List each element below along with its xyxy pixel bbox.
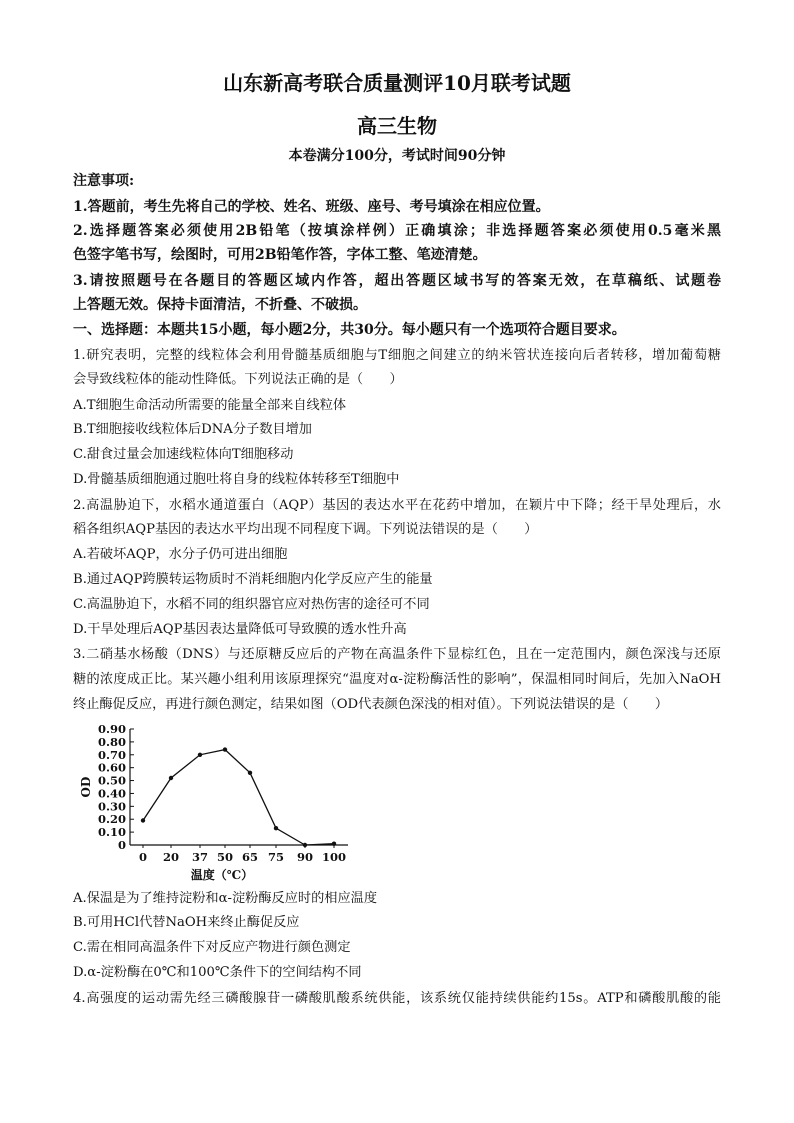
y-axis-label: OD: [79, 776, 93, 798]
note-item: 上答题无效。保持卡面清洁，不折叠、不破损。: [73, 297, 367, 313]
od-series-line: [143, 750, 334, 845]
question-stem: 2.高温胁迫下，水稻水通道蛋白（AQP）基因的表达水平在花药中增加，在颖片中下降；经干旱处理后，水: [73, 498, 721, 513]
notes-heading: 注意事项:: [73, 173, 135, 189]
exam-title: 山东新高考联合质量测评10月联考试题: [223, 71, 571, 95]
question-stem: 会导致线粒体的能动性降低。下列说法正确的是（ ）: [73, 372, 403, 387]
x-tick-label: 75: [267, 850, 285, 864]
option: A.T细胞生命活动所需要的能量全部来自线粒体: [73, 398, 347, 413]
x-tick-label: 90: [296, 850, 314, 864]
exam-info: 本卷满分100分，考试时间90分钟: [288, 148, 506, 164]
y-tick-label: 0.30: [97, 799, 126, 814]
y-tick-label: 0.10: [97, 825, 126, 840]
option: D.骨髓基质细胞通过胞吐将自身的线粒体转移至T细胞中: [73, 472, 400, 487]
note-item: 色签字笔书写，绘图时，可用2B铅笔作答，字体工整、笔迹清楚。: [73, 247, 487, 263]
data-point: [248, 771, 252, 775]
option: D.α-淀粉酶在0℃和100℃条件下的空间结构不同: [73, 965, 362, 980]
data-point: [198, 753, 202, 757]
option: A.若破坏AQP，水分子仍可进出细胞: [73, 547, 288, 562]
y-tick-label: 0.60: [97, 760, 126, 775]
data-point: [141, 818, 145, 822]
question-stem: 终止酶促反应，再进行颜色测定，结果如图（OD代表颜色深浅的相对值）。下列说法错误的是（ ）: [73, 697, 669, 712]
note-item: 1.答题前，考生先将自己的学校、姓名、班级、座号、考号填涂在相应位置。: [73, 199, 550, 215]
question-stem: 稻各组织AQP基因的表达水平均出现不同程度下调。下列说法错误的是（ ）: [73, 522, 538, 537]
option: D.干旱处理后AQP基因表达量降低可导致膜的透水性升高: [73, 622, 407, 637]
note-item: 3.请按照题号在各题目的答题区域内作答，超出答题区域书写的答案无效，在草稿纸、试题卷: [73, 273, 721, 289]
option: B.可用HCl代替NaOH来终止酶促反应: [73, 915, 300, 930]
data-point: [169, 776, 173, 780]
x-tick-label: 100: [321, 850, 347, 864]
x-axis-label: 温度（℃）: [190, 868, 254, 882]
data-point: [223, 747, 227, 751]
option: B.通过AQP跨膜转运物质时不消耗细胞内化学反应产生的能量: [73, 572, 433, 587]
question-stem: 糖的浓度成正比。某兴趣小组利用该原理探究“温度对α-淀粉酶活性的影响”，保温相同时间后，先加入NaOH: [73, 672, 721, 687]
section-heading: 一、选择题：本题共15小题，每小题2分，共30分。每小题只有一个选项符合题目要求。: [73, 322, 626, 338]
x-tick-label: 65: [241, 850, 259, 864]
question-stem: 1.研究表明，完整的线粒体会利用骨髓基质细胞与T细胞之间建立的纳米管状连接向后者转移，增加葡萄糖: [73, 348, 721, 363]
y-tick-label: 0.50: [97, 773, 126, 788]
od-temperature-chart: [70, 715, 370, 883]
data-point: [274, 826, 278, 830]
question-stem: 3.二硝基水杨酸（DNS）与还原糖反应后的产物在高温条件下显棕红色，且在一定范围内，颜色深浅与还原: [73, 647, 721, 662]
note-item: 2.选择题答案必须使用2B铅笔（按填涂样例）正确填涂；非选择题答案必须使用0.5毫米黑: [73, 223, 721, 239]
option: A.保温是为了维持淀粉和α-淀粉酶反应时的相应温度: [73, 891, 378, 906]
option: B.T细胞接收线粒体后DNA分子数目增加: [73, 422, 312, 437]
y-tick-label: 0.80: [97, 734, 126, 749]
question-stem: 4.高强度的运动需先经三磷酸腺苷一磷酸肌酸系统供能，该系统仅能持续供能约15s。ATP和磷酸肌酸的能: [73, 991, 721, 1006]
y-tick-label: 0.20: [97, 812, 126, 827]
y-tick-label: 0.70: [97, 747, 126, 762]
x-tick-label: 37: [191, 850, 209, 864]
data-point: [332, 842, 336, 846]
x-tick-label: 50: [216, 850, 234, 864]
y-tick-label: 0.90: [97, 722, 126, 736]
x-tick-label: 20: [162, 850, 180, 864]
y-tick-label: 0.40: [97, 786, 126, 801]
data-point: [303, 843, 307, 847]
x-tick-label: 0: [138, 850, 148, 864]
subject-title: 高三生物: [357, 114, 437, 138]
y-tick-label: 0: [117, 838, 126, 852]
option: C.需在相同高温条件下对反应产物进行颜色测定: [73, 940, 351, 955]
option: C.高温胁迫下，水稻不同的组织器官应对热伤害的途径可不同: [73, 597, 430, 612]
option: C.甜食过量会加速线粒体向T细胞移动: [73, 447, 294, 462]
